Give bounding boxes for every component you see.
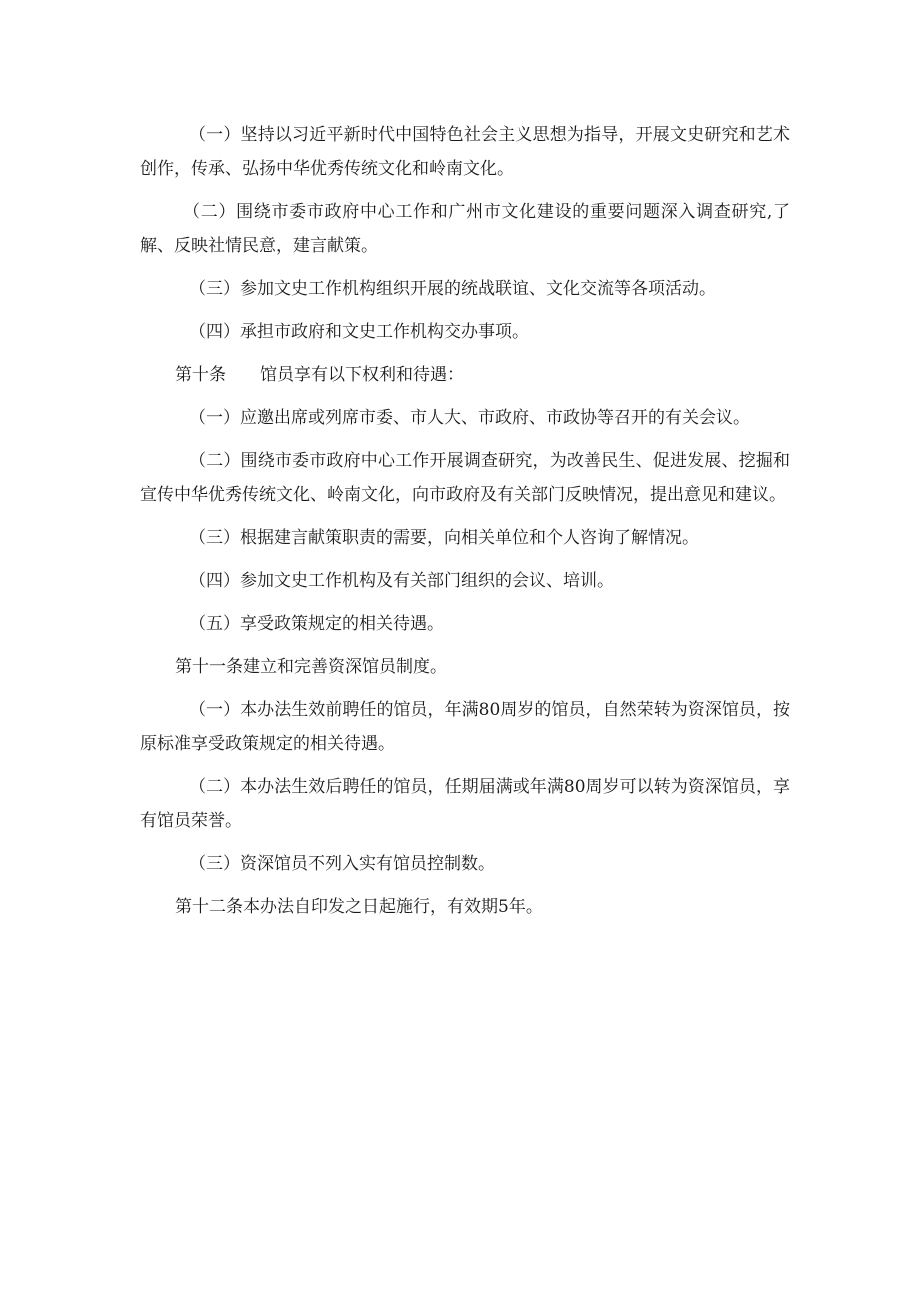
right-item-3: （三）根据建言献策职责的需要，向相关单位和个人咨询了解情况。 [189,528,699,548]
duty-item-4: （四）承担市政府和文史工作机构交办事项。 [189,322,529,342]
senior-item-3: （三）资深馆员不列入实有馆员控制数。 [189,854,495,874]
article-ten-text: 馆员享有以下权利和待遇： [260,365,464,385]
duty-item-2: （二）围绕市委市政府中心工作和广州市文化建设的重要问题深入调查研究,了解、反映社情民意，建言献策。 [140,202,790,256]
right-item-4: （四）参加文史工作机构及有关部门组织的会议、培训。 [189,571,614,591]
right-item-2: （二）围绕市委市政府中心工作开展调查研究，为改善民生、促进发展、挖掘和宣传中华优秀传统文化、岭南文化，向市政府及有关部门反映情况，提出意见和建议。 [140,451,790,505]
article-eleven: 第十一条建立和完善资深馆员制度。 [175,657,447,677]
right-item-5: （五）享受政策规定的相关待遇。 [189,614,444,634]
document-page [140,118,790,924]
senior-item-2: （二）本办法生效后聘任的馆员，任期届满或年满80周岁可以转为资深馆员，享有馆员荣誉。 [140,777,790,831]
right-item-1: （一）应邀出席或列席市委、市人大、市政府、市政协等召开的有关会议。 [189,408,750,428]
article-ten-heading [140,358,790,392]
senior-item-1: （一）本办法生效前聘任的馆员，年满80周岁的馆员，自然荣转为资深馆员，按原标准享受政策规定的相关待遇。 [140,700,790,754]
article-ten-number: 第十条 [175,365,226,385]
duty-item-3: （三）参加文史工作机构组织开展的统战联谊、文化交流等各项活动。 [189,279,716,299]
duty-item-1: （一）坚持以习近平新时代中国特色社会主义思想为指导，开展文史研究和艺术创作，传承、弘扬中华优秀传统文化和岭南文化。 [140,125,790,179]
article-twelve: 第十二条本办法自印发之日起施行，有效期5年。 [175,897,543,917]
